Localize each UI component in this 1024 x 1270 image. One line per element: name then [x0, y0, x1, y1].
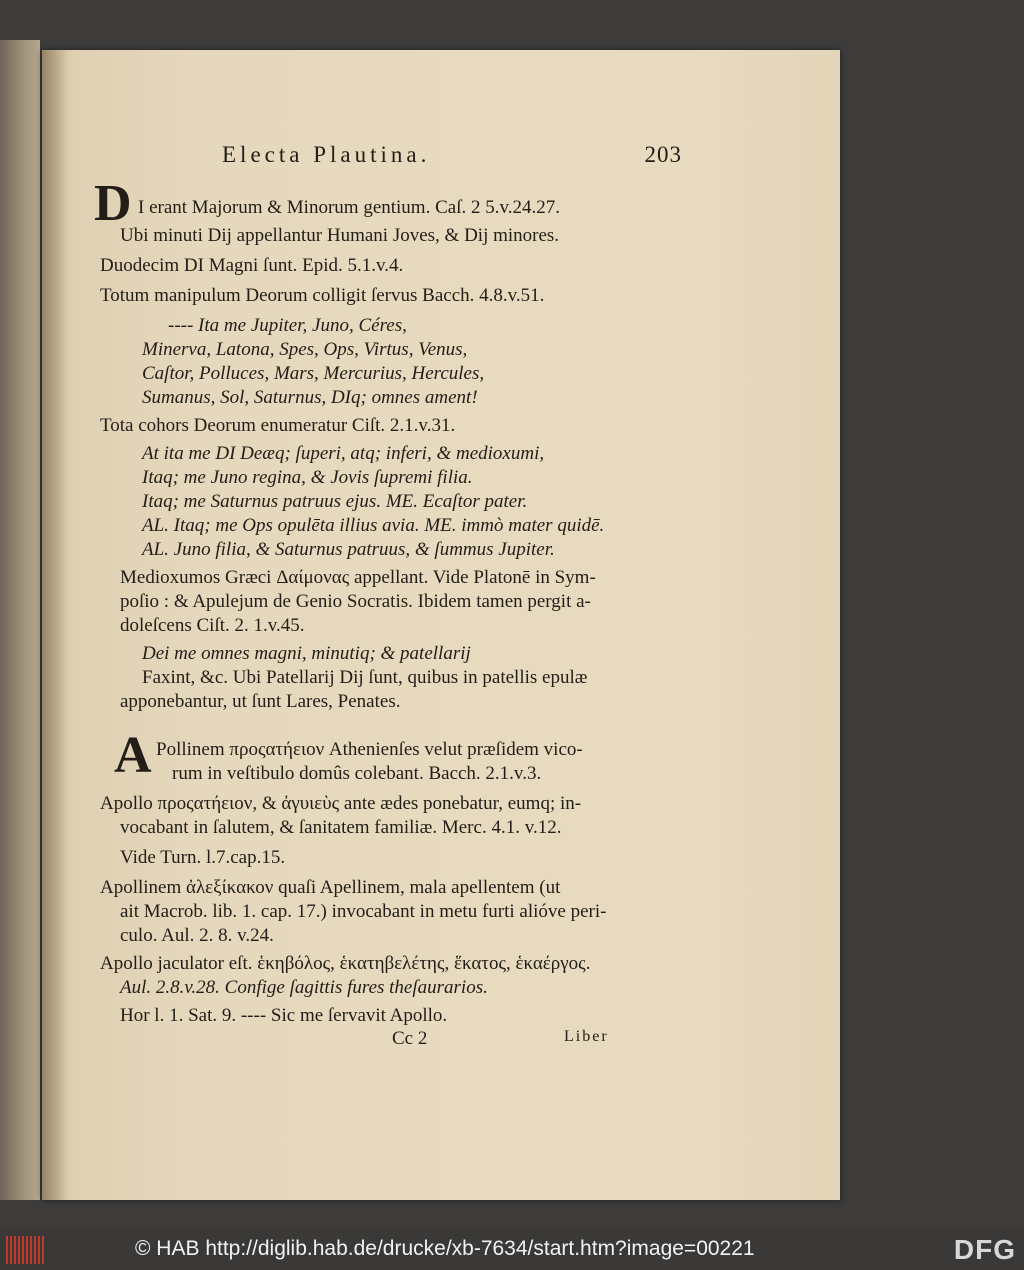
text-line: Pollinem προςατήειον Athenienſes velut præſidem vico-	[156, 739, 583, 760]
text-line: poſio : & Apulejum de Genio Socratis. Ibidem tamen pergit a-	[120, 591, 591, 612]
signature-mark: Cc 2	[392, 1028, 428, 1049]
text-line: Totum manipulum Deorum colligit ſervus Bacch. 4.8.v.51.	[100, 285, 545, 306]
text-line: Vide Turn. l.7.cap.15.	[120, 847, 286, 868]
quote-line: At ita me DI Deæq; ſuperi, atq; inferi, & medioxumi,	[142, 443, 545, 464]
text-line: Tota cohors Deorum enumeratur Ciſt. 2.1.v.31.	[100, 415, 456, 436]
text-line: vocabant in ſalutem, & ſanitatem familiæ. Merc. 4.1. v.12.	[120, 817, 562, 838]
drop-cap-a: A	[114, 727, 152, 784]
quote-line: ---- Ita me Jupiter, Juno, Céres,	[168, 315, 407, 336]
quote-line: AL. Itaq; me Ops opulēta illius avia. ME. immò mater quidē.	[142, 515, 605, 536]
text-line: doleſcens Ciſt. 2. 1.v.45.	[120, 615, 305, 636]
text-line: Faxint, &c. Ubi Patellarij Dij ſunt, quibus in patellis epulæ	[142, 667, 588, 688]
text-line: culo. Aul. 2. 8. v.24.	[120, 925, 274, 946]
text-line: rum in veſtibulo domûs colebant. Bacch. 2.1.v.3.	[172, 763, 542, 784]
copyright-link[interactable]: © HAB http://diglib.hab.de/drucke/xb-7634/start.htm?image=00221	[135, 1237, 755, 1260]
dfg-logo: DFG	[953, 1234, 1016, 1265]
library-logo-icon	[6, 1236, 46, 1264]
text-line: Hor l. 1. Sat. 9. ---- Sic me ſervavit Apollo.	[120, 1005, 448, 1026]
text-line: Duodecim DI Magni ſunt. Epid. 5.1.v.4.	[100, 255, 404, 276]
book-page	[42, 50, 840, 1200]
quote-line: Sumanus, Sol, Saturnus, DIq; omnes ament!	[142, 387, 478, 408]
quote-line: Itaq; me Juno regina, & Jovis ſupremi filia.	[142, 467, 473, 488]
text-line: Aul. 2.8.v.28. Confige ſagittis fures theſaurarios.	[120, 977, 488, 998]
page-number: 203	[644, 142, 682, 167]
catchword: Liber	[564, 1028, 609, 1045]
facing-page-edge	[0, 40, 40, 1200]
text-line: ait Macrob. lib. 1. cap. 17.) invocabant in metu furti alióve peri-	[120, 901, 607, 922]
running-head	[222, 142, 682, 168]
quote-line: Itaq; me Saturnus patruus ejus. ME. Ecaſtor pater.	[142, 491, 528, 512]
running-head-title: Electa Plautina.	[222, 142, 431, 167]
quote-line: AL. Juno filia, & Saturnus patruus, & ſummus Jupiter.	[142, 539, 555, 560]
quote-line: Minerva, Latona, Spes, Ops, Virtus, Venus,	[142, 339, 468, 360]
drop-cap-d: D	[94, 175, 132, 232]
text-line: apponebantur, ut ſunt Lares, Penates.	[120, 691, 401, 712]
text-line: Medioxumos Græci Δαίμονας appellant. Vide Platonē in Sym-	[120, 567, 596, 588]
page-gutter-shadow	[42, 50, 68, 1200]
text-line: Ubi minuti Dij appellantur Humani Joves, & Dij minores.	[120, 225, 560, 246]
quote-line: Caſtor, Polluces, Mars, Mercurius, Hercules,	[142, 363, 485, 384]
text-line: Apollinem ἀλεξίκακον quaſi Apellinem, mala apellentem (ut	[100, 877, 561, 898]
quote-line: Dei me omnes magni, minutiq; & patellarij	[142, 643, 471, 664]
text-line: Apollo προςατήειον, & ἀγυιεὺς ante ædes ponebatur, eumq; in-	[100, 793, 582, 814]
text-line: Apollo jaculator eſt. ἑκηβόλος, ἑκατηβελέτης, ἕκατος, ἑκαέργος.	[100, 953, 591, 974]
text-line: I erant Majorum & Minorum gentium. Caſ. 2 5.v.24.27.	[138, 197, 560, 218]
footer-bar	[0, 1230, 1024, 1270]
